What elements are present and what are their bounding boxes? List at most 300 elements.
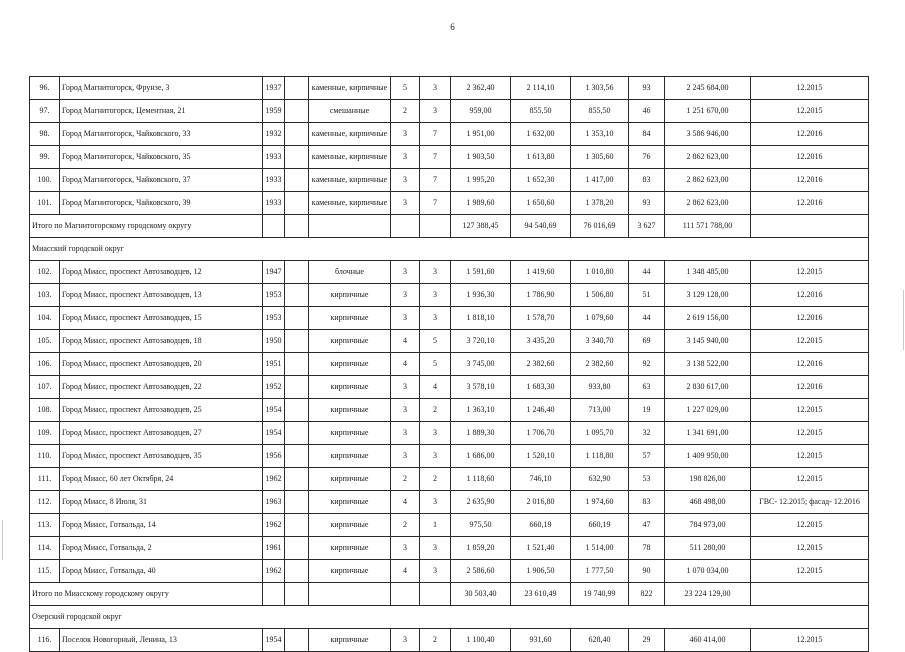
- empty-cell: [285, 215, 309, 238]
- deadline-cell: 12.2016: [751, 169, 869, 192]
- cost-cell: 2 862 623,00: [665, 192, 751, 215]
- cost-cell: 1 251 670,00: [665, 100, 751, 123]
- address-cell: Город Миасс, проспект Автозаводцев, 27: [60, 422, 263, 445]
- residents-cell: 84: [629, 123, 665, 146]
- empty-cell: [285, 491, 309, 514]
- section-header-row: [30, 606, 869, 629]
- living-area-cell: 1 706,70: [511, 422, 571, 445]
- address-cell: Город Магнитогорск, Чайковского, 35: [60, 146, 263, 169]
- empty-cell: [285, 468, 309, 491]
- year-cell: 1953: [263, 284, 285, 307]
- address-cell: Город Миасс, проспект Автозаводцев, 35: [60, 445, 263, 468]
- address-cell: Город Магнитогорск, Чайковского, 39: [60, 192, 263, 215]
- cost-cell: 23 224 129,00: [665, 583, 751, 606]
- subtotal-row: [30, 583, 869, 606]
- total-area-cell: 1 100,40: [451, 629, 511, 652]
- cost-cell: 2 619 156,00: [665, 307, 751, 330]
- entrances-cell: 3: [420, 261, 451, 284]
- address-cell: Город Магнитогорск, Цементная, 21: [60, 100, 263, 123]
- wall-material-cell: кирпичные: [309, 491, 391, 514]
- row-number: 99.: [30, 146, 60, 169]
- total-area-cell: 1 889,30: [451, 422, 511, 445]
- residents-cell: 29: [629, 629, 665, 652]
- table-row: [30, 376, 869, 399]
- page-number: 6: [450, 22, 455, 32]
- living-area-cell: 1 613,80: [511, 146, 571, 169]
- living-area-cell: 931,60: [511, 629, 571, 652]
- floors-cell: 3: [391, 422, 420, 445]
- row-number: 112.: [30, 491, 60, 514]
- deadline-cell: 12.2015: [751, 445, 869, 468]
- deadline-cell: 12.2015: [751, 422, 869, 445]
- private-area-cell: 1 378,20: [571, 192, 629, 215]
- address-cell: Город Миасс, проспект Автозаводцев, 15: [60, 307, 263, 330]
- total-area-cell: 2 586,60: [451, 560, 511, 583]
- wall-material-cell: каменные, кирпичные: [309, 192, 391, 215]
- living-area-cell: 1 786,90: [511, 284, 571, 307]
- empty-cell: [285, 100, 309, 123]
- empty-cell: [285, 399, 309, 422]
- deadline-cell: 12.2015: [751, 629, 869, 652]
- living-area-cell: 1 683,30: [511, 376, 571, 399]
- address-cell: Город Миасс, Готвальда, 14: [60, 514, 263, 537]
- deadline-cell: 12.2016: [751, 146, 869, 169]
- total-area-cell: 1 818,10: [451, 307, 511, 330]
- residents-cell: 44: [629, 261, 665, 284]
- residents-cell: 32: [629, 422, 665, 445]
- residents-cell: 78: [629, 537, 665, 560]
- table-row: [30, 560, 869, 583]
- empty-cell: [309, 583, 391, 606]
- total-area-cell: 30 503,40: [451, 583, 511, 606]
- floors-cell: 3: [391, 399, 420, 422]
- floors-cell: 3: [391, 146, 420, 169]
- residents-cell: 90: [629, 560, 665, 583]
- deadline-cell: 12.2016: [751, 307, 869, 330]
- row-number: 105.: [30, 330, 60, 353]
- row-number: 110.: [30, 445, 60, 468]
- wall-material-cell: каменные, кирпичные: [309, 123, 391, 146]
- private-area-cell: 1 303,56: [571, 77, 629, 100]
- private-area-cell: 2 382,60: [571, 353, 629, 376]
- row-number: 109.: [30, 422, 60, 445]
- floors-cell: 2: [391, 514, 420, 537]
- private-area-cell: 1 095,70: [571, 422, 629, 445]
- table-row: [30, 514, 869, 537]
- table-row: [30, 491, 869, 514]
- year-cell: 1962: [263, 514, 285, 537]
- row-number: 108.: [30, 399, 60, 422]
- table-row: [30, 445, 869, 468]
- deadline-cell: 12.2015: [751, 100, 869, 123]
- living-area-cell: 1 578,70: [511, 307, 571, 330]
- year-cell: 1954: [263, 399, 285, 422]
- wall-material-cell: каменные, кирпичные: [309, 77, 391, 100]
- table-row: [30, 330, 869, 353]
- cost-cell: 3 138 522,00: [665, 353, 751, 376]
- empty-cell: [420, 583, 451, 606]
- year-cell: 1954: [263, 629, 285, 652]
- living-area-cell: 660,19: [511, 514, 571, 537]
- living-area-cell: 1 246,40: [511, 399, 571, 422]
- private-area-cell: 660,19: [571, 514, 629, 537]
- floors-cell: 3: [391, 123, 420, 146]
- empty-cell: [263, 583, 285, 606]
- entrances-cell: 3: [420, 491, 451, 514]
- cost-cell: 468 498,00: [665, 491, 751, 514]
- private-area-cell: 1 079,60: [571, 307, 629, 330]
- address-cell: Город Миасс, проспект Автозаводцев, 25: [60, 399, 263, 422]
- row-number: 106.: [30, 353, 60, 376]
- private-area-cell: 1 974,60: [571, 491, 629, 514]
- address-cell: Город Миасс, проспект Автозаводцев, 13: [60, 284, 263, 307]
- residents-cell: 57: [629, 445, 665, 468]
- wall-material-cell: кирпичные: [309, 330, 391, 353]
- floors-cell: 2: [391, 100, 420, 123]
- total-area-cell: 2 362,40: [451, 77, 511, 100]
- total-area-cell: 127 388,45: [451, 215, 511, 238]
- table-row: [30, 146, 869, 169]
- floors-cell: 3: [391, 169, 420, 192]
- residents-cell: 47: [629, 514, 665, 537]
- year-cell: 1937: [263, 77, 285, 100]
- private-area-cell: 1 010,80: [571, 261, 629, 284]
- empty-cell: [285, 284, 309, 307]
- private-area-cell: 1 118,80: [571, 445, 629, 468]
- year-cell: 1963: [263, 491, 285, 514]
- row-number: 101.: [30, 192, 60, 215]
- floors-cell: 3: [391, 629, 420, 652]
- residents-cell: 53: [629, 468, 665, 491]
- empty-cell: [285, 353, 309, 376]
- deadline-cell: 12.2016: [751, 123, 869, 146]
- entrances-cell: 3: [420, 77, 451, 100]
- living-area-cell: 1 419,60: [511, 261, 571, 284]
- empty-cell: [285, 445, 309, 468]
- wall-material-cell: смешанные: [309, 100, 391, 123]
- living-area-cell: 1 652,30: [511, 169, 571, 192]
- private-area-cell: 933,80: [571, 376, 629, 399]
- entrances-cell: 4: [420, 376, 451, 399]
- year-cell: 1954: [263, 422, 285, 445]
- address-cell: Город Магнитогорск, Чайковского, 33: [60, 123, 263, 146]
- address-cell: Город Миасс, проспект Автозаводцев, 12: [60, 261, 263, 284]
- deadline-cell: 12.2016: [751, 192, 869, 215]
- table-row: [30, 399, 869, 422]
- residents-cell: 51: [629, 284, 665, 307]
- table-row: [30, 261, 869, 284]
- living-area-cell: 2 382,60: [511, 353, 571, 376]
- total-area-cell: 2 635,90: [451, 491, 511, 514]
- floors-cell: 3: [391, 192, 420, 215]
- cost-cell: 111 571 788,00: [665, 215, 751, 238]
- wall-material-cell: блочные: [309, 261, 391, 284]
- deadline-cell: 12.2015: [751, 537, 869, 560]
- empty-cell: [285, 514, 309, 537]
- row-number: 113.: [30, 514, 60, 537]
- cost-cell: 1 348 485,00: [665, 261, 751, 284]
- total-area-cell: 1 989,60: [451, 192, 511, 215]
- cost-cell: 460 414,00: [665, 629, 751, 652]
- year-cell: 1950: [263, 330, 285, 353]
- floors-cell: 3: [391, 376, 420, 399]
- entrances-cell: 2: [420, 629, 451, 652]
- table-row: [30, 100, 869, 123]
- residents-cell: 19: [629, 399, 665, 422]
- entrances-cell: 5: [420, 330, 451, 353]
- cost-cell: 198 826,00: [665, 468, 751, 491]
- section-header-row: [30, 238, 869, 261]
- table-row: [30, 123, 869, 146]
- address-cell: Город Магнитогорск, Чайковского, 37: [60, 169, 263, 192]
- residents-cell: 69: [629, 330, 665, 353]
- floors-cell: 3: [391, 307, 420, 330]
- year-cell: 1951: [263, 353, 285, 376]
- total-area-cell: 1 118,60: [451, 468, 511, 491]
- cost-cell: 1 227 029,00: [665, 399, 751, 422]
- deadline-cell: 12.2016: [751, 353, 869, 376]
- address-cell: Поселок Новогорный, Ленина, 13: [60, 629, 263, 652]
- cost-cell: 2 862 623,00: [665, 169, 751, 192]
- subtotal-label: Итого по Миасскому городскому округу: [30, 583, 263, 606]
- year-cell: 1961: [263, 537, 285, 560]
- wall-material-cell: кирпичные: [309, 468, 391, 491]
- living-area-cell: 1 650,60: [511, 192, 571, 215]
- residents-cell: 76: [629, 146, 665, 169]
- residents-cell: 83: [629, 491, 665, 514]
- address-cell: Город Миасс, 60 лет Октября, 24: [60, 468, 263, 491]
- address-cell: Город Миасс, проспект Автозаводцев, 18: [60, 330, 263, 353]
- wall-material-cell: каменные, кирпичные: [309, 169, 391, 192]
- residents-cell: 44: [629, 307, 665, 330]
- deadline-cell: 12.2015: [751, 468, 869, 491]
- address-cell: Город Миасс, проспект Автозаводцев, 20: [60, 353, 263, 376]
- empty-cell: [285, 583, 309, 606]
- total-area-cell: 1 859,20: [451, 537, 511, 560]
- empty-cell: [285, 192, 309, 215]
- address-cell: Город Магнитогорск, Фрунзе, 3: [60, 77, 263, 100]
- address-cell: Город Миасс, Готвальда, 40: [60, 560, 263, 583]
- empty-cell: [420, 215, 451, 238]
- empty-cell: [751, 583, 869, 606]
- total-area-cell: 1 903,50: [451, 146, 511, 169]
- table-row: [30, 537, 869, 560]
- residents-cell: 83: [629, 169, 665, 192]
- year-cell: 1962: [263, 560, 285, 583]
- entrances-cell: 5: [420, 353, 451, 376]
- residents-cell: 822: [629, 583, 665, 606]
- floors-cell: 3: [391, 284, 420, 307]
- empty-cell: [309, 215, 391, 238]
- housing-repair-table: [29, 76, 869, 652]
- row-number: 104.: [30, 307, 60, 330]
- scan-mark: [2, 520, 3, 560]
- total-area-cell: 975,50: [451, 514, 511, 537]
- table-row: [30, 192, 869, 215]
- empty-cell: [285, 330, 309, 353]
- living-area-cell: 1 632,00: [511, 123, 571, 146]
- private-area-cell: 76 016,69: [571, 215, 629, 238]
- residents-cell: 3 627: [629, 215, 665, 238]
- floors-cell: 3: [391, 445, 420, 468]
- row-number: 111.: [30, 468, 60, 491]
- deadline-cell: ГВС- 12.2015; фасад- 12.2016: [751, 491, 869, 514]
- private-area-cell: 1 777,50: [571, 560, 629, 583]
- private-area-cell: 1 417,00: [571, 169, 629, 192]
- empty-cell: [285, 629, 309, 652]
- row-number: 107.: [30, 376, 60, 399]
- entrances-cell: 2: [420, 468, 451, 491]
- living-area-cell: 1 520,10: [511, 445, 571, 468]
- residents-cell: 63: [629, 376, 665, 399]
- deadline-cell: 12.2016: [751, 376, 869, 399]
- private-area-cell: 1 305,60: [571, 146, 629, 169]
- wall-material-cell: кирпичные: [309, 399, 391, 422]
- scan-mark: [903, 290, 904, 350]
- private-area-cell: 628,40: [571, 629, 629, 652]
- deadline-cell: 12.2015: [751, 560, 869, 583]
- deadline-cell: 12.2016: [751, 284, 869, 307]
- row-number: 114.: [30, 537, 60, 560]
- cost-cell: 1 341 691,00: [665, 422, 751, 445]
- row-number: 102.: [30, 261, 60, 284]
- entrances-cell: 3: [420, 284, 451, 307]
- private-area-cell: 3 340,70: [571, 330, 629, 353]
- total-area-cell: 3 578,10: [451, 376, 511, 399]
- entrances-cell: 3: [420, 537, 451, 560]
- cost-cell: 511 280,00: [665, 537, 751, 560]
- cost-cell: 2 830 617,00: [665, 376, 751, 399]
- floors-cell: 4: [391, 491, 420, 514]
- entrances-cell: 3: [420, 422, 451, 445]
- private-area-cell: 19 740,99: [571, 583, 629, 606]
- table-row: [30, 169, 869, 192]
- cost-cell: 1 070 034,00: [665, 560, 751, 583]
- wall-material-cell: кирпичные: [309, 514, 391, 537]
- private-area-cell: 1 506,80: [571, 284, 629, 307]
- year-cell: 1932: [263, 123, 285, 146]
- wall-material-cell: кирпичные: [309, 307, 391, 330]
- cost-cell: 3 145 940,00: [665, 330, 751, 353]
- table-row: [30, 629, 869, 652]
- empty-cell: [285, 560, 309, 583]
- residents-cell: 46: [629, 100, 665, 123]
- empty-cell: [285, 77, 309, 100]
- year-cell: 1947: [263, 261, 285, 284]
- year-cell: 1962: [263, 468, 285, 491]
- empty-cell: [285, 422, 309, 445]
- address-cell: Город Миасс, Готвальда, 2: [60, 537, 263, 560]
- total-area-cell: 1 936,30: [451, 284, 511, 307]
- wall-material-cell: кирпичные: [309, 284, 391, 307]
- entrances-cell: 1: [420, 514, 451, 537]
- total-area-cell: 3 720,10: [451, 330, 511, 353]
- entrances-cell: 2: [420, 399, 451, 422]
- total-area-cell: 1 591,60: [451, 261, 511, 284]
- cost-cell: 2 862 623,00: [665, 146, 751, 169]
- entrances-cell: 3: [420, 307, 451, 330]
- address-cell: Город Миасс, 8 Июля, 31: [60, 491, 263, 514]
- row-number: 96.: [30, 77, 60, 100]
- empty-cell: [751, 215, 869, 238]
- row-number: 116.: [30, 629, 60, 652]
- row-number: 103.: [30, 284, 60, 307]
- year-cell: 1933: [263, 146, 285, 169]
- empty-cell: [285, 146, 309, 169]
- row-number: 100.: [30, 169, 60, 192]
- living-area-cell: 23 610,49: [511, 583, 571, 606]
- section-title: Миасский городской округ: [30, 238, 869, 261]
- wall-material-cell: каменные, кирпичные: [309, 146, 391, 169]
- private-area-cell: 1 514,00: [571, 537, 629, 560]
- row-number: 97.: [30, 100, 60, 123]
- total-area-cell: 1 951,00: [451, 123, 511, 146]
- total-area-cell: 3 745,00: [451, 353, 511, 376]
- wall-material-cell: кирпичные: [309, 560, 391, 583]
- living-area-cell: 1 906,50: [511, 560, 571, 583]
- floors-cell: 4: [391, 353, 420, 376]
- entrances-cell: 3: [420, 100, 451, 123]
- subtotal-label: Итого по Магнитогорскому городскому округу: [30, 215, 263, 238]
- empty-cell: [285, 307, 309, 330]
- living-area-cell: 94 540,69: [511, 215, 571, 238]
- deadline-cell: 12.2015: [751, 399, 869, 422]
- living-area-cell: 1 521,40: [511, 537, 571, 560]
- total-area-cell: 1 995,20: [451, 169, 511, 192]
- entrances-cell: 3: [420, 445, 451, 468]
- table-row: [30, 284, 869, 307]
- table-row: [30, 422, 869, 445]
- wall-material-cell: кирпичные: [309, 537, 391, 560]
- year-cell: 1933: [263, 169, 285, 192]
- floors-cell: 2: [391, 468, 420, 491]
- table-row: [30, 77, 869, 100]
- living-area-cell: 746,10: [511, 468, 571, 491]
- total-area-cell: 1 363,10: [451, 399, 511, 422]
- deadline-cell: 12.2015: [751, 261, 869, 284]
- year-cell: 1953: [263, 307, 285, 330]
- row-number: 115.: [30, 560, 60, 583]
- section-title: Озерский городской округ: [30, 606, 869, 629]
- wall-material-cell: кирпичные: [309, 629, 391, 652]
- private-area-cell: 855,50: [571, 100, 629, 123]
- cost-cell: 3 586 946,00: [665, 123, 751, 146]
- entrances-cell: 7: [420, 192, 451, 215]
- entrances-cell: 7: [420, 123, 451, 146]
- floors-cell: 4: [391, 560, 420, 583]
- wall-material-cell: кирпичные: [309, 376, 391, 399]
- floors-cell: 4: [391, 330, 420, 353]
- total-area-cell: 1 686,00: [451, 445, 511, 468]
- private-area-cell: 632,90: [571, 468, 629, 491]
- year-cell: 1952: [263, 376, 285, 399]
- wall-material-cell: кирпичные: [309, 353, 391, 376]
- empty-cell: [285, 261, 309, 284]
- floors-cell: 3: [391, 261, 420, 284]
- wall-material-cell: кирпичные: [309, 445, 391, 468]
- living-area-cell: 2 114,10: [511, 77, 571, 100]
- year-cell: 1933: [263, 192, 285, 215]
- floors-cell: 5: [391, 77, 420, 100]
- empty-cell: [263, 215, 285, 238]
- empty-cell: [285, 376, 309, 399]
- wall-material-cell: кирпичные: [309, 422, 391, 445]
- deadline-cell: 12.2015: [751, 330, 869, 353]
- table-row: [30, 468, 869, 491]
- row-number: 98.: [30, 123, 60, 146]
- private-area-cell: 713,00: [571, 399, 629, 422]
- private-area-cell: 1 353,10: [571, 123, 629, 146]
